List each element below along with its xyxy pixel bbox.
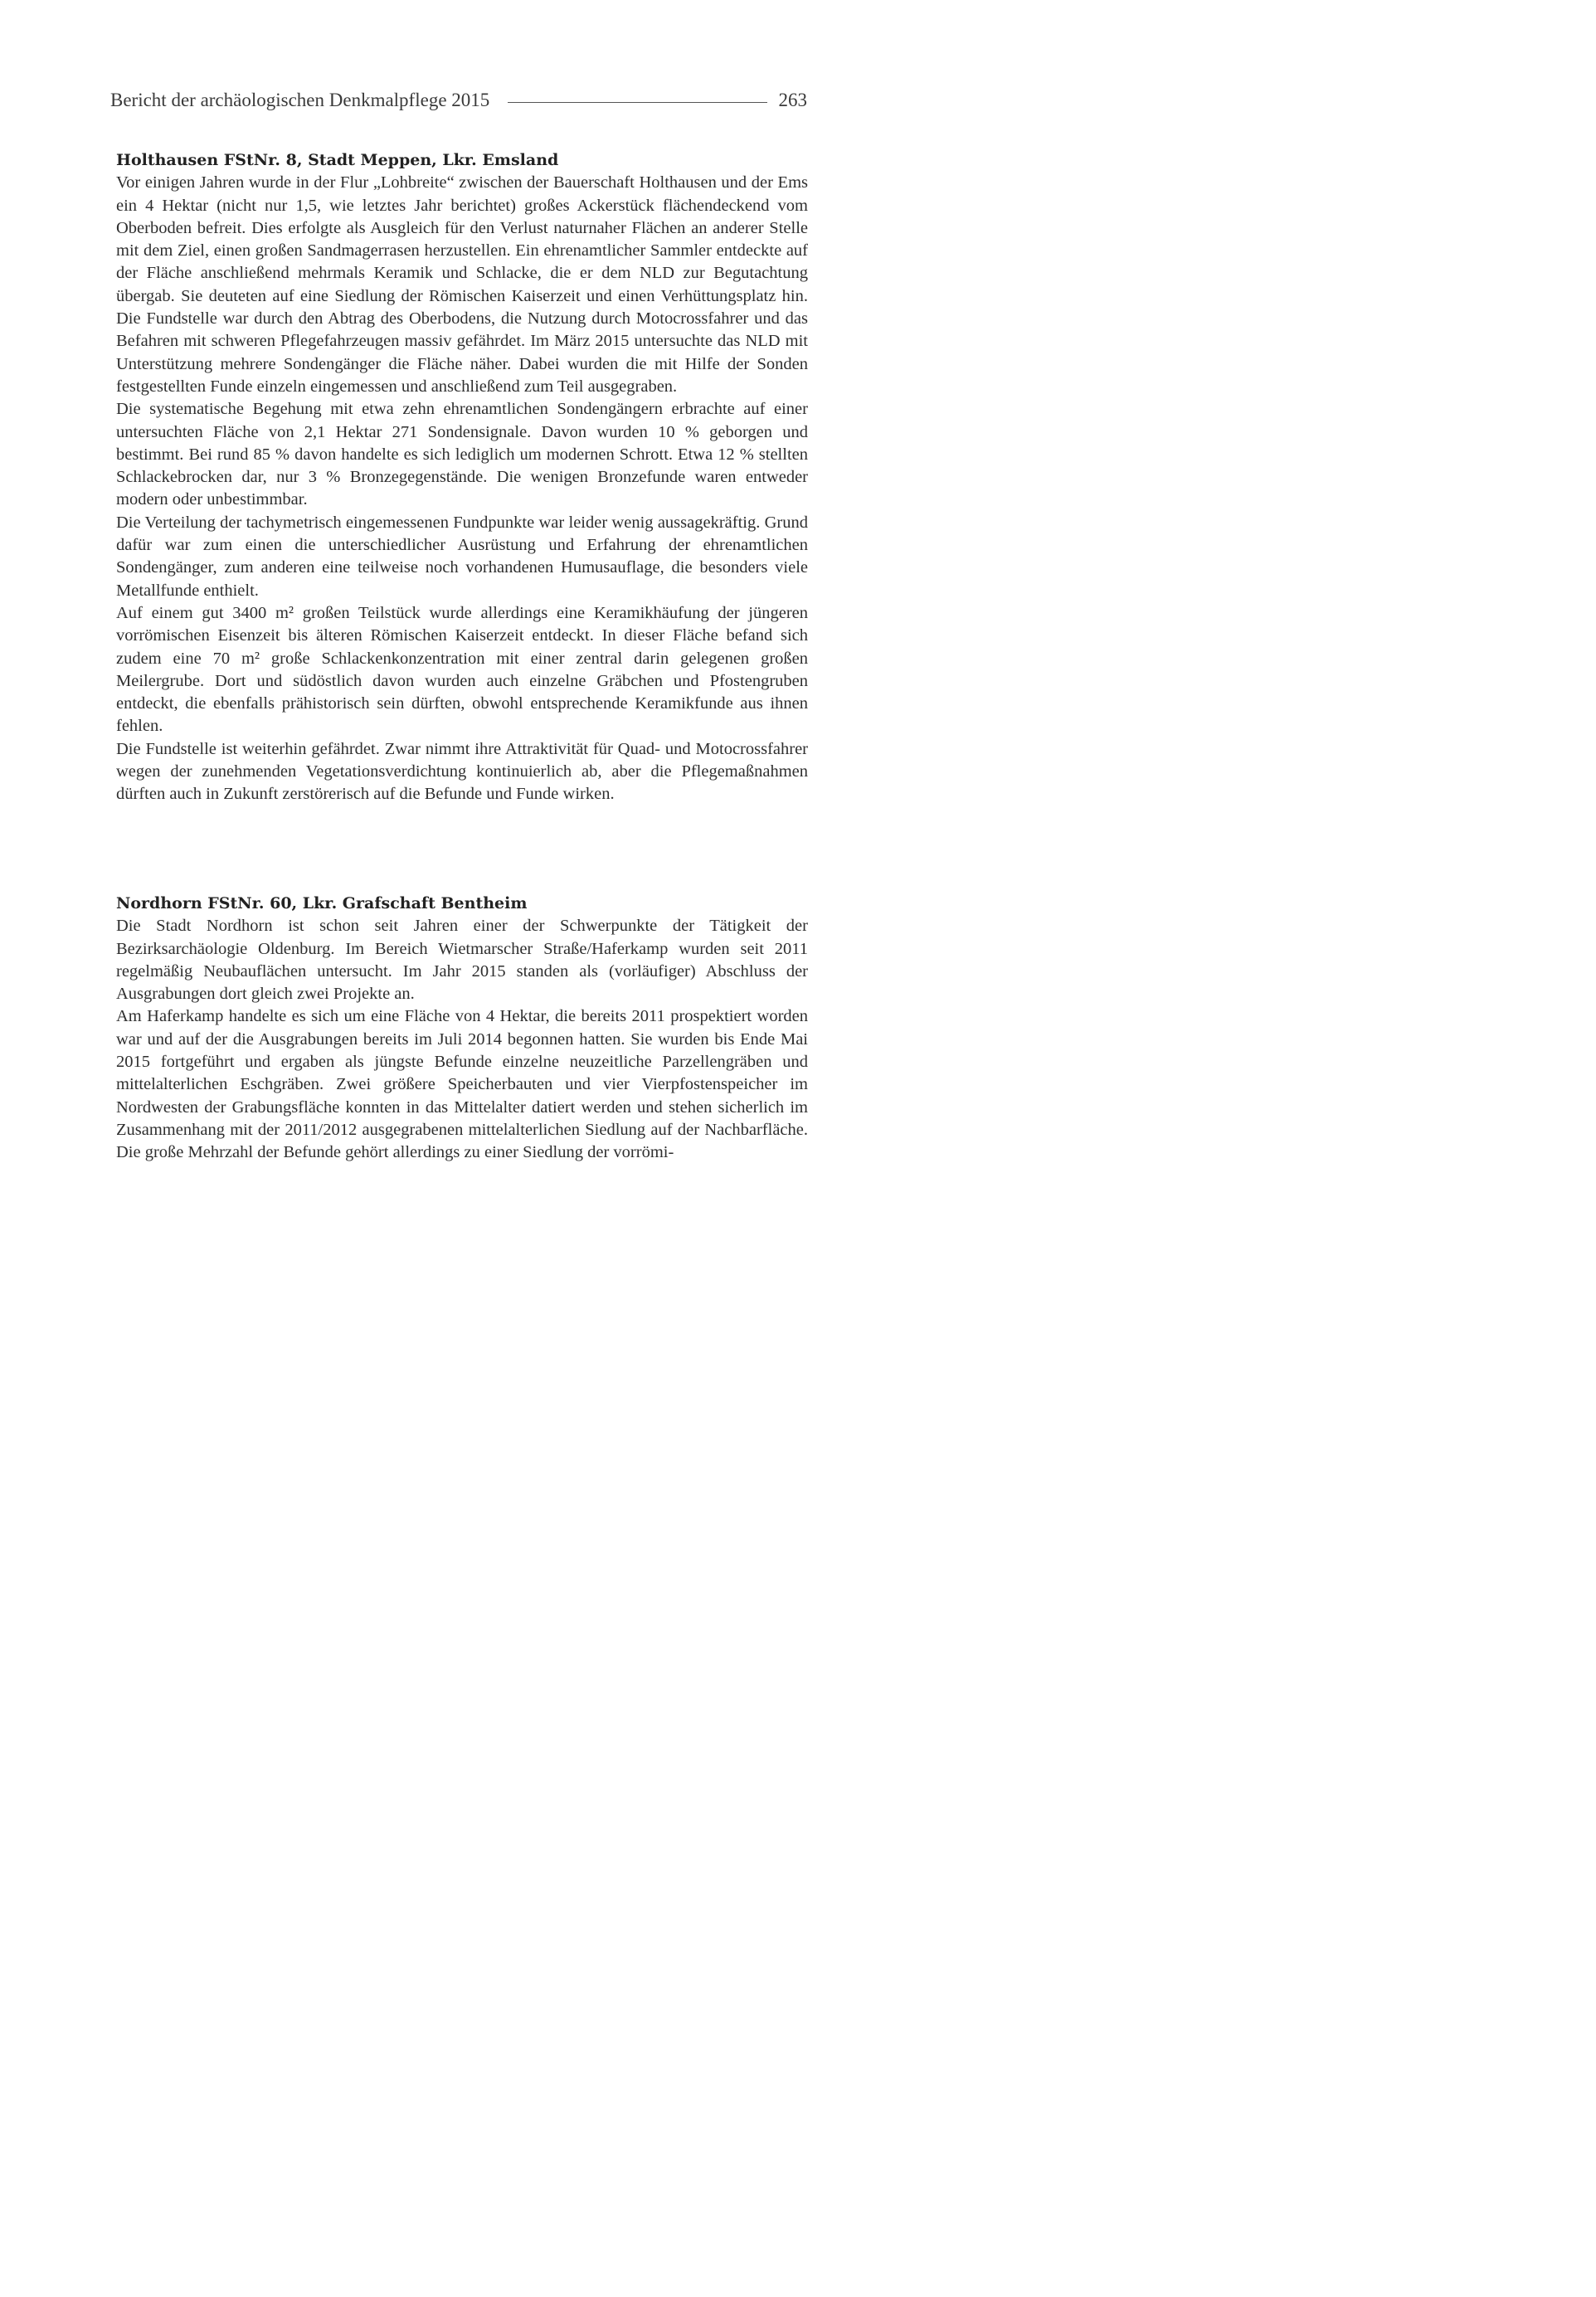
document-page bbox=[0, 0, 896, 1268]
article-nordhorn bbox=[116, 893, 808, 1165]
article-holthausen bbox=[116, 149, 808, 806]
page-number: 263 bbox=[778, 90, 807, 110]
article-heading: Nordhorn FStNr. 60, Lkr. Grafschaft Bentheim bbox=[116, 894, 528, 912]
paragraph: Am Haferkamp handelte es sich um eine Fläche von 4 Hektar, die bereits 2011 prospektiert worden war und auf der die Ausgrabungen bereits im Juli 2014 begonnen hatten. Sie wurden bis Ende Mai 2015 fortgeführt und ergaben als jüngste Befunde einzelne neuzeitliche Parzellengräben und mittelalterlichen Eschgräben. Zwei größere Speicherbauten und vier Vierpfostenspeicher im Nordwesten der Grabungsfläche konnten in das Mittelalter datiert werden und stehen sicherlich im Zusammenhang mit der 2011/2012 ausgegrabenen mittelalterlichen Siedlung auf der Nachbarfläche. Die große Mehrzahl der Befunde gehört allerdings zu einer Siedlung der vorrömi- bbox=[116, 1007, 808, 1162]
paragraph: Die Fundstelle ist weiterhin gefährdet. Zwar nimmt ihre Attraktivität für Quad- und Motocrossfahrer wegen der zunehmenden Vegetationsverdichtung kontinuierlich ab, aber die Pflegemaßnahmen dürften auch in Zukunft zerstörerisch auf die Befunde und Funde wirken. bbox=[116, 739, 808, 804]
running-header bbox=[110, 86, 807, 114]
paragraph: Die systematische Begehung mit etwa zehn ehrenamtlichen Sondengängern erbrachte auf einer untersuchten Fläche von 2,1 Hektar 271 Sondensignale. Davon wurden 10 % geborgen und bestimmt. Bei rund 85 % davon handelte es sich lediglich um modernen Schrott. Etwa 12 % stellten Schlackebrocken dar, nur 3 % Bronzegegenstände. Die wenigen Bronzefunde waren entweder modern oder unbestimmbar. bbox=[116, 400, 808, 509]
header-rule bbox=[508, 102, 766, 103]
article-heading: Holthausen FStNr. 8, Stadt Meppen, Lkr. Emsland bbox=[116, 151, 559, 169]
paragraph: Die Verteilung der tachymetrisch eingemessenen Fundpunkte war leider wenig aussagekräftig. Grund dafür war zum einen die unterschiedlicher Ausrüstung und Erfahrung der ehrenamtlichen Sondengänger, zum anderen eine teilweise noch vorhandenen Humusauflage, die besonders viele Metallfunde enthielt. bbox=[116, 513, 808, 600]
journal-title: Bericht der archäologischen Denkmalpflege 2015 bbox=[110, 90, 490, 110]
paragraph: Auf einem gut 3400 m² großen Teilstück wurde allerdings eine Keramikhäufung der jüngeren vorrömischen Eisenzeit bis älteren Römischen Kaiserzeit entdeckt. In dieser Fläche befand sich zudem eine 70 m² große Schlackenkonzentration mit einer zentral darin gelegenen großen Meilergrube. Dort und südöstlich davon wurden auch einzelne Gräbchen und Pfostengruben entdeckt, die ebenfalls prähistorisch sein dürften, obwohl entsprechende Keramikfunde aus ihnen fehlen. bbox=[116, 603, 808, 736]
paragraph: Die Stadt Nordhorn ist schon seit Jahren einer der Schwerpunkte der Tätigkeit der Bezirksarchäologie Oldenburg. Im Bereich Wietmarscher Straße/Haferkamp wurden seit 2011 regelmäßig Neubauflächen untersucht. Im Jahr 2015 standen als (vorläufiger) Abschluss der Ausgrabungen dort gleich zwei Projekte an. bbox=[116, 917, 808, 1004]
paragraph: Vor einigen Jahren wurde in der Flur „Lohbreite“ zwischen der Bauerschaft Holthausen und der Ems ein 4 Hektar (nicht nur 1,5, wie letztes Jahr berichtet) großes Ackerstück flächendeckend vom Oberboden befreit. Dies erfolgte als Ausgleich für den Verlust naturnaher Flächen an anderer Stelle mit dem Ziel, einen großen Sandmagerrasen herzustellen. Ein ehrenamtlicher Sammler entdeckte auf der Fläche anschließend mehrmals Keramik und Schlacke, die er dem NLD zur Begutachtung übergab. Sie deuteten auf eine Siedlung der Römischen Kaiserzeit und einen Verhüttungsplatz hin. Die Fundstelle war durch den Abtrag des Oberbodens, die Nutzung durch Motocrossfahrer und das Befahren mit schweren Pflegefahrzeugen massiv gefährdet. Im März 2015 untersuchte das NLD mit Unterstützung mehrere Sondengänger die Fläche näher. Dabei wurden die mit Hilfe der Sonden festgestellten Funde einzeln eingemessen und anschließend zum Teil ausgegraben. bbox=[116, 173, 808, 396]
